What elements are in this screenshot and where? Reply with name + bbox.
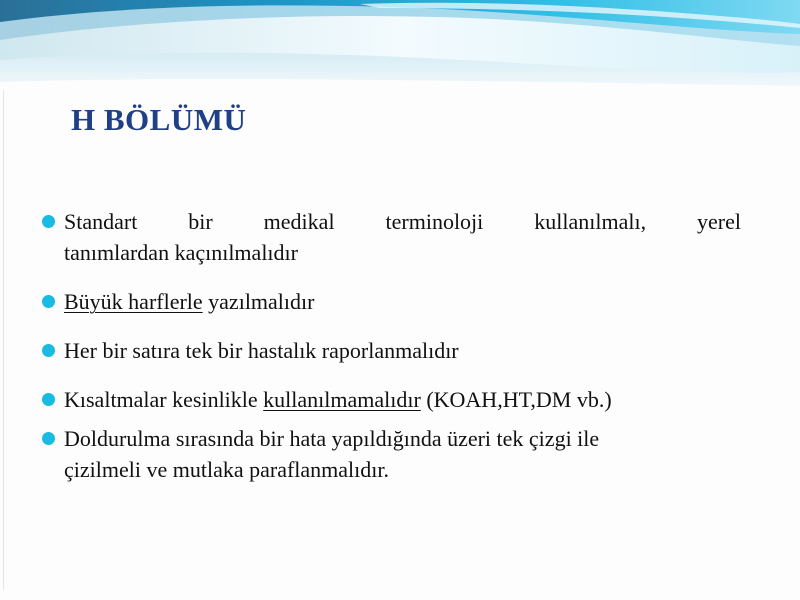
bullet-text: [64, 286, 741, 317]
bullet-dot-icon: [42, 344, 55, 357]
bullet-item-uppercase: [42, 286, 741, 317]
bullet-text: [64, 384, 741, 415]
slide-title: H BÖLÜMÜ: [71, 102, 247, 137]
bullet-text-line1: Standart bir medikal terminoloji kullanılmalı, yerel: [64, 209, 741, 234]
bullet-dot-icon: [42, 393, 55, 406]
bullet-text-line2: çizilmeli ve mutlaka paraflanmalıdır.: [64, 457, 389, 482]
bullet-item-abbreviations: [42, 384, 741, 415]
bullet-text-line1: Doldurulma sırasında bir hata yapıldığında üzeri tek çizgi ile: [64, 426, 600, 451]
bullet-text-after: (KOAH,HT,DM vb.): [420, 387, 612, 412]
underlined-phrase: Büyük harflerle: [64, 289, 203, 314]
bullet-dot-icon: [42, 215, 55, 228]
bullet-text-rest: yazılmalıdır: [202, 289, 315, 314]
bullet-text-line2: tanımlardan kaçınılmalıdır: [64, 240, 298, 265]
bullet-item-terminology: [42, 206, 741, 268]
bullet-dot-icon: [42, 432, 55, 445]
bullet-text-before: Kısaltmalar kesinlikle: [64, 387, 264, 412]
bullet-dot-icon: [42, 295, 55, 308]
bullet-item-one-per-line: [42, 335, 741, 366]
bullet-text: Her bir satıra tek bir hastalık raporlanmalıdır: [64, 338, 459, 363]
bullet-item-corrections: [42, 423, 741, 485]
underlined-phrase: kullanılmamalıdır: [263, 387, 421, 412]
